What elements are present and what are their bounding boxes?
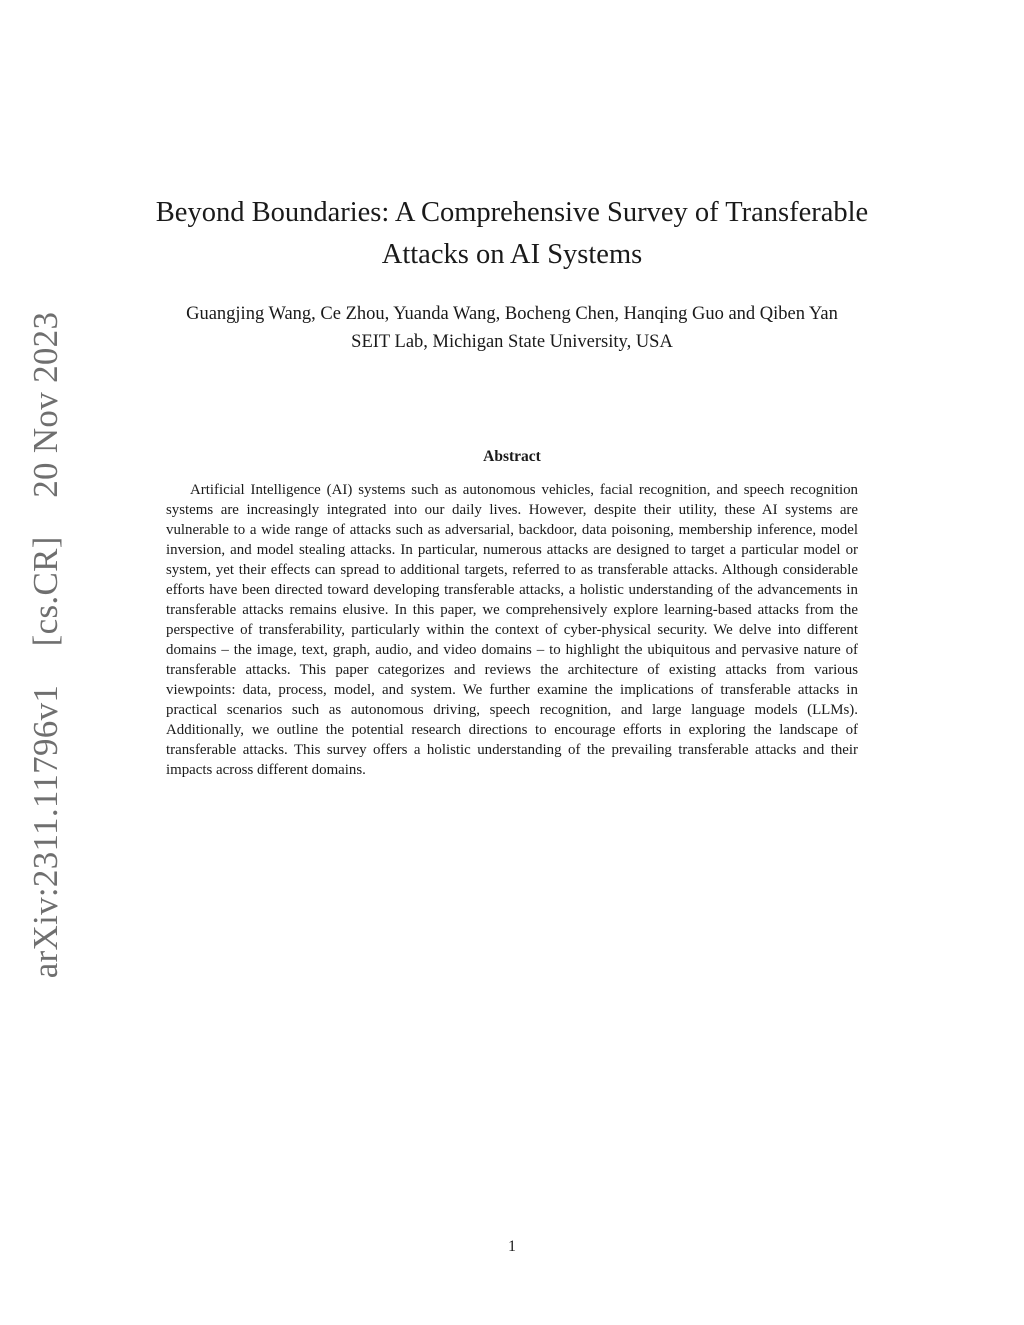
- arxiv-identifier-stamp: [26, 312, 66, 979]
- abstract-heading: Abstract: [483, 448, 541, 465]
- paper-title: Beyond Boundaries: A Comprehensive Survey of Transferable Attacks on AI Systems: [155, 197, 869, 270]
- arxiv-date: 20 Nov 2023: [26, 311, 65, 498]
- author-affiliation: SEIT Lab, Michigan State University, USA: [351, 332, 673, 352]
- arxiv-id: arXiv:2311.11796v1: [26, 684, 65, 979]
- abstract-body: Artificial Intelligence (AI) systems such as autonomous vehicles, facial recognition, and speech recognition systems are increasingly integrated into our daily lives. However, despite their utility, these AI systems are vulnerable to a wide range of attacks such as adversarial, backdoor, data poisoning, membership inference, model inversion, and model stealing attacks. In particular, numerous attacks are designed to target a particular model or system, yet their effects can spread to additional targets, referred to as transferable attacks. Although considerable efforts have been directed toward developing transferable attacks, a holistic understanding of the advancements in transferable attacks remains elusive. In this paper, we comprehensively explore learning-based attacks from the perspective of transferability, particularly within the context of cyber-physical security. We delve into different domains – the image, text, graph, audio, and video domains – to highlight the ubiquitous and pervasive nature of transferable attacks. This paper categorizes and reviews the architecture of existing attacks from various viewpoints: data, process, model, and system. We further examine the implications of transferable attacks in practical scenarios such as autonomous driving, speech recognition, and large language models (LLMs). Additionally, we outline the potential research directions to encourage efforts in exploring the landscape of transferable attacks. This survey offers a holistic understanding of the prevailing transferable attacks and their impacts across different domains.: [166, 482, 858, 778]
- author-list: Guangjing Wang, Ce Zhou, Yuanda Wang, Bocheng Chen, Hanqing Guo and Qiben Yan: [186, 304, 838, 324]
- page-number: 1: [508, 1238, 516, 1255]
- arxiv-category: [cs.CR]: [26, 536, 65, 647]
